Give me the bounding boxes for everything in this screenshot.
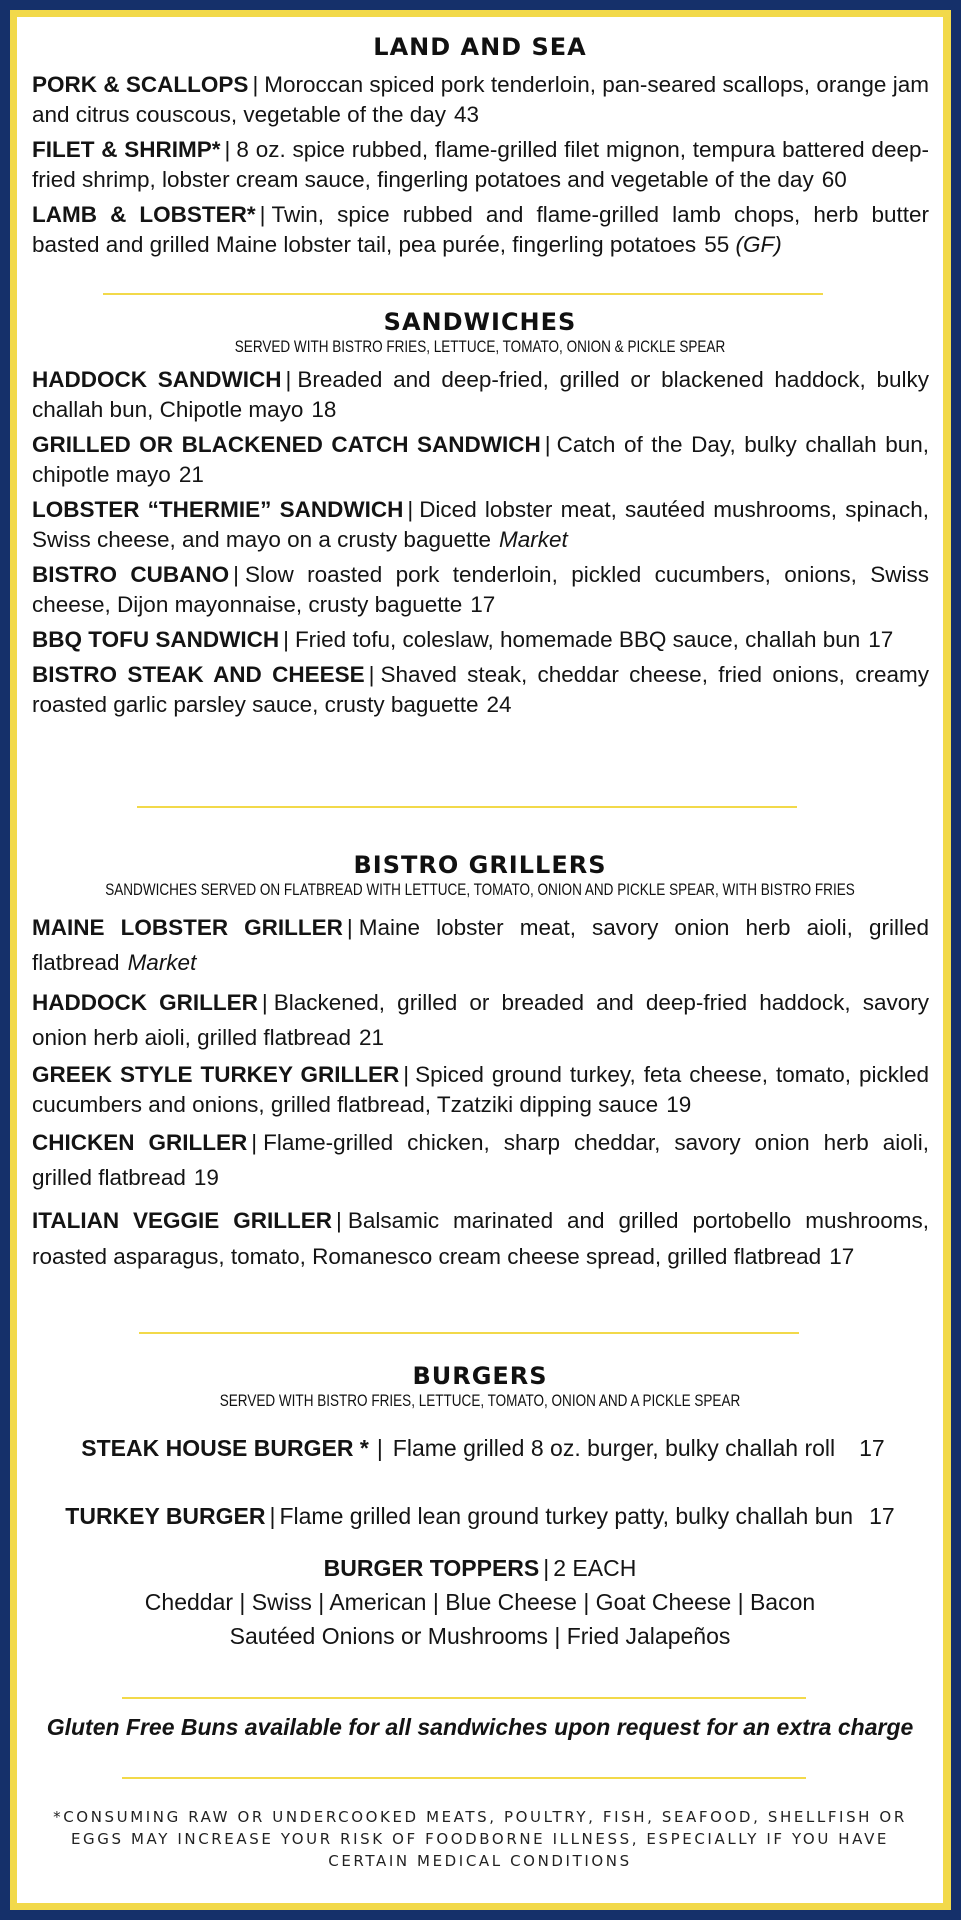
menu-item	[17, 1125, 943, 1195]
food-safety-disclaimer: *CONSUMING RAW OR UNDERCOOKED MEATS, POULTRY, FISH, SEAFOOD, SHELLFISH OR EGGS MAY INCREASE YOUR RISK OF FOODBORNE ILLNESS, ESPECIALLY IF YOU HAVE CERTAIN MEDICAL CONDITIONS	[53, 1808, 907, 1870]
section-subtitle: SERVED WITH BISTRO FRIES, LETTUCE, TOMATO, ONION & PICKLE SPEAR	[234, 338, 726, 356]
item-name: CHICKEN GRILLER	[32, 1130, 248, 1155]
item-name: LAMB & LOBSTER*	[32, 202, 256, 227]
separator: |	[224, 137, 231, 162]
menu-item	[17, 1431, 943, 1465]
separator: |	[407, 497, 414, 522]
separator: |	[251, 1130, 258, 1155]
item-name: GREEK STYLE TURKEY GRILLER	[32, 1062, 400, 1087]
separator: |	[283, 627, 289, 652]
item-description: Fried tofu, coleslaw, homemade BBQ sauce, challah bun	[294, 627, 861, 652]
separator: |	[403, 1062, 410, 1087]
section-title: BURGERS	[412, 1362, 548, 1390]
item-price: 55	[704, 232, 730, 257]
item-description: Slow roasted pork tenderloin, pickled cucumbers, onions, Swiss cheese, Dijon mayonnaise, crusty baguette	[32, 562, 929, 617]
menu-item	[17, 200, 943, 260]
item-description: Catch of the Day, bulky challah bun, chipotle mayo	[32, 432, 929, 487]
item-price: 17	[470, 592, 496, 617]
item-description: Flame grilled lean ground turkey patty, bulky challah bun	[279, 1503, 854, 1529]
item-price: 24	[486, 692, 512, 717]
item-name: HADDOCK SANDWICH	[32, 367, 282, 392]
separator: |	[543, 1555, 550, 1581]
item-name: LOBSTER “THERMIE” SANDWICH	[32, 497, 404, 522]
toppers-list: Sautéed Onions or Mushrooms | Fried Jalapeños	[229, 1623, 731, 1649]
menu-item	[17, 560, 943, 620]
gluten-free-tag: (GF)	[735, 232, 782, 257]
item-name: ITALIAN VEGGIE GRILLER	[32, 1208, 332, 1233]
menu-item	[17, 1499, 943, 1533]
item-description: Balsamic marinated and grilled portobello mushrooms, roasted asparagus, tomato, Romanesco cream cheese spread, grilled flatbread	[32, 1208, 930, 1269]
separator: |	[544, 432, 551, 457]
toppers-price: 2 EACH	[553, 1555, 637, 1581]
item-price: 21	[358, 1025, 384, 1050]
item-description: Twin, spice rubbed and flame-grilled lamb chops, herb butter basted and grilled Maine lobster tail, pea purée, fingerling potatoes	[32, 202, 929, 257]
menu-item	[17, 1060, 943, 1120]
separator: |	[335, 1208, 342, 1233]
item-price: 18	[311, 397, 337, 422]
grillers-section	[17, 851, 943, 1280]
divider	[103, 293, 823, 295]
section-title: BISTRO GRILLERS	[353, 851, 607, 879]
item-price: 21	[178, 462, 204, 487]
item-name: HADDOCK GRILLER	[32, 990, 258, 1015]
section-subtitle: SERVED WITH BISTRO FRIES, LETTUCE, TOMATO, ONION AND A PICKLE SPEAR	[219, 1392, 741, 1410]
item-name: BBQ TOFU SANDWICH	[32, 627, 280, 652]
sandwiches-section	[17, 308, 943, 725]
item-description: Diced lobster meat, sautéed mushrooms, spinach, Swiss cheese, and mayo on a crusty baguette	[32, 497, 929, 552]
divider	[122, 1777, 806, 1779]
item-name: STEAK HOUSE BURGER *	[81, 1435, 369, 1461]
item-description: Breaded and deep-fried, grilled or blackened haddock, bulky challah bun, Chipotle mayo	[32, 367, 929, 422]
item-price: 17	[869, 1503, 895, 1529]
item-description: 8 oz. spice rubbed, flame-grilled filet mignon, tempura battered deep-fried shrimp, lobster cream sauce, fingerling potatoes and vegetable of the day	[32, 137, 929, 192]
item-name: TURKEY BURGER	[65, 1503, 266, 1529]
separator: |	[269, 1503, 276, 1529]
item-description: Blackened, grilled or breaded and deep-fried haddock, savory onion herb aioli, grilled flatbread	[32, 990, 929, 1050]
menu-item	[17, 135, 943, 195]
item-name: BISTRO CUBANO	[32, 562, 230, 587]
menu-item	[17, 625, 943, 655]
menu-item	[17, 660, 943, 720]
item-name: MAINE LOBSTER GRILLER	[32, 915, 343, 940]
separator: |	[261, 990, 268, 1015]
item-price: 17	[868, 627, 894, 652]
menu-item	[17, 495, 943, 555]
divider	[139, 1332, 799, 1334]
divider	[137, 806, 797, 808]
item-description: Flame grilled 8 oz. burger, bulky challah roll	[392, 1435, 836, 1461]
item-name: PORK & SCALLOPS	[32, 72, 249, 97]
menu-item	[17, 910, 943, 980]
item-name: GRILLED OR BLACKENED CATCH SANDWICH	[32, 432, 541, 457]
section-title: LAND AND SEA	[373, 33, 587, 61]
separator: |	[285, 367, 292, 392]
gluten-free-note: Gluten Free Buns available for all sandwiches upon request for an extra charge	[46, 1714, 914, 1740]
menu-item	[17, 985, 943, 1055]
item-description: Shaved steak, cheddar cheese, fried onions, creamy roasted garlic parsley sauce, crusty baguette	[32, 662, 929, 717]
menu-item	[17, 365, 943, 425]
section-subtitle: SANDWICHES SERVED ON FLATBREAD WITH LETTUCE, TOMATO, ONION AND PICKLE SPEAR, WITH BISTRO FRIES	[105, 881, 855, 899]
separator: |	[252, 72, 259, 97]
divider	[122, 1697, 806, 1699]
item-description: Moroccan spiced pork tenderloin, pan-seared scallops, orange jam and citrus couscous, vegetable of the day	[32, 72, 929, 127]
separator: |	[376, 1435, 383, 1461]
toppers-list: Cheddar | Swiss | American | Blue Cheese | Goat Cheese | Bacon	[144, 1589, 816, 1615]
item-description: Maine lobster meat, savory onion herb aioli, grilled flatbread	[32, 915, 929, 975]
menu-item	[17, 1203, 943, 1275]
separator: |	[368, 662, 375, 687]
item-price: 19	[666, 1092, 692, 1117]
item-price: Market	[499, 527, 568, 552]
menu-page	[17, 17, 943, 1903]
item-price: 19	[193, 1165, 219, 1190]
item-price: 60	[821, 167, 847, 192]
burger-toppers	[17, 1551, 943, 1653]
toppers-title: BURGER TOPPERS	[323, 1555, 540, 1581]
item-price: 43	[454, 102, 480, 127]
separator: |	[233, 562, 239, 587]
separator: |	[259, 202, 266, 227]
item-price: 17	[829, 1244, 855, 1269]
menu-item	[17, 70, 943, 130]
separator: |	[346, 915, 353, 940]
item-price: 17	[859, 1435, 885, 1461]
item-price: Market	[127, 950, 197, 975]
land-and-sea-section	[17, 33, 943, 265]
item-name: FILET & SHRIMP*	[32, 137, 221, 162]
item-name: BISTRO STEAK AND CHEESE	[32, 662, 365, 687]
item-description: Spiced ground turkey, feta cheese, tomato, pickled cucumbers and onions, grilled flatbread, Tzatziki dipping sauce	[32, 1062, 930, 1117]
menu-item	[17, 430, 943, 490]
section-title: SANDWICHES	[383, 308, 577, 336]
burgers-section	[17, 1362, 943, 1653]
item-description: Flame-grilled chicken, sharp cheddar, savory onion herb aioli, grilled flatbread	[32, 1130, 929, 1190]
